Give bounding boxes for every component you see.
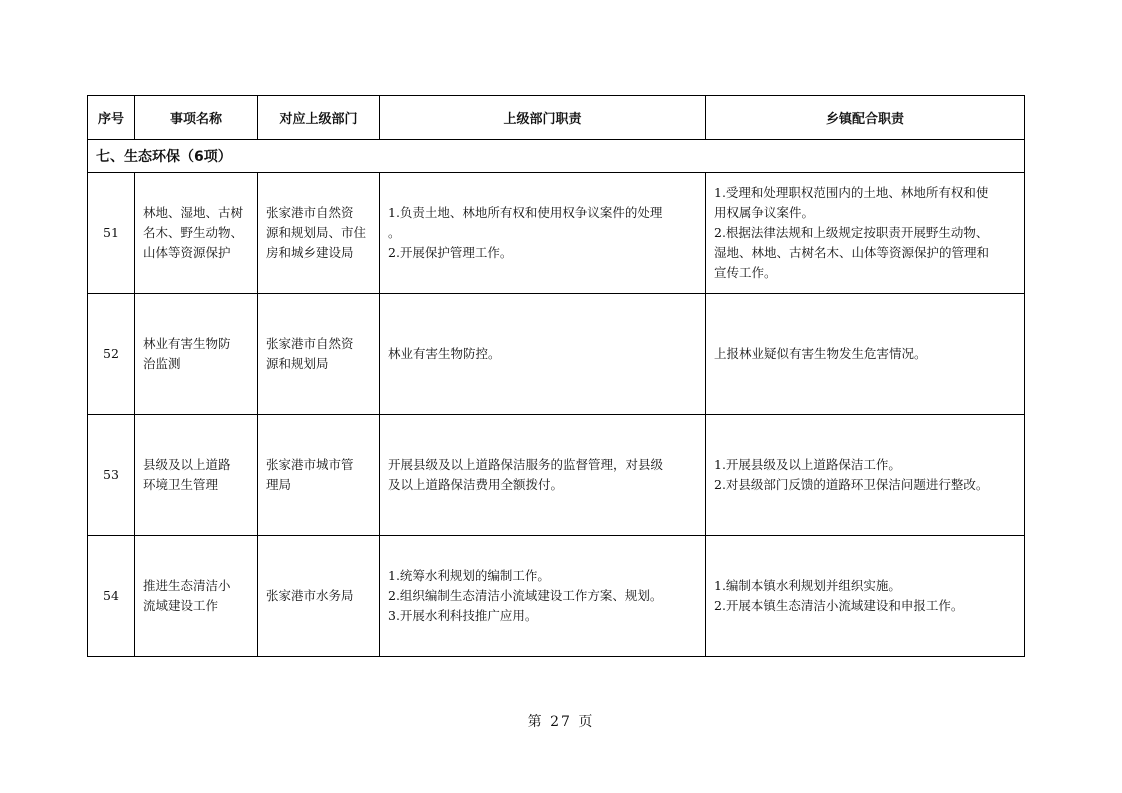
item-name-line: 名木、野生动物、 — [143, 225, 244, 240]
item-name-cell — [135, 415, 258, 536]
upper-duty-line: 林业有害生物防控。 — [388, 346, 501, 361]
town-duty-line: 2.对县级部门反馈的道路环卫保洁问题进行整改。 — [714, 477, 989, 492]
department-cell — [258, 415, 380, 536]
section-title: 七、生态环保（6项） — [88, 140, 1025, 173]
department-line: 源和规划局 — [266, 356, 329, 371]
table-row — [88, 536, 1025, 657]
item-name-cell — [135, 173, 258, 294]
town-duty-line: 宣传工作。 — [714, 265, 777, 280]
town-duty-line: 湿地、林地、古树名木、山体等资源保护的管理和 — [714, 245, 990, 260]
upper-duties-cell — [380, 536, 706, 657]
item-name-line: 县级及以上道路 — [143, 457, 231, 472]
upper-duty-line: 及以上道路保洁费用全额拨付。 — [388, 477, 564, 492]
header-serial-number: 序号 — [88, 96, 135, 140]
town-duties-cell — [706, 294, 1025, 415]
department-cell — [258, 294, 380, 415]
item-name-line: 推进生态清洁小 — [143, 578, 231, 593]
row-number: 53 — [88, 415, 135, 536]
item-name-line: 流域建设工作 — [143, 598, 219, 613]
header-item-name: 事项名称 — [135, 96, 258, 140]
table-row — [88, 294, 1025, 415]
town-duties-cell — [706, 173, 1025, 294]
department-cell — [258, 536, 380, 657]
upper-duties-cell — [380, 294, 706, 415]
row-number: 51 — [88, 173, 135, 294]
upper-duty-line: 开展县级及以上道路保洁服务的监督管理，对县级 — [388, 457, 664, 472]
town-duty-line: 用权属争议案件。 — [714, 205, 815, 220]
department-line: 理局 — [266, 477, 292, 492]
department-cell — [258, 173, 380, 294]
upper-duty-line: 。 — [388, 225, 401, 240]
item-name-line: 山体等资源保护 — [143, 245, 231, 260]
page-number: 第 27 页 — [527, 714, 595, 730]
town-duty-line: 上报林业疑似有害生物发生危害情况。 — [714, 346, 927, 361]
row-number: 54 — [88, 536, 135, 657]
upper-duties-cell — [380, 415, 706, 536]
department-line: 张家港市自然资 — [266, 336, 354, 351]
town-duty-line: 1.开展县级及以上道路保洁工作。 — [714, 457, 901, 472]
item-name-line: 林业有害生物防 — [143, 336, 231, 351]
department-line: 张家港市自然资 — [266, 205, 354, 220]
table-header-row — [88, 96, 1025, 140]
item-name-line: 环境卫生管理 — [143, 477, 219, 492]
duty-table — [87, 95, 1025, 657]
table-row — [88, 415, 1025, 536]
town-duty-line: 2.根据法律法规和上级规定按职责开展野生动物、 — [714, 225, 989, 240]
department-line: 房和城乡建设局 — [266, 245, 354, 260]
department-line: 张家港市水务局 — [266, 588, 354, 603]
section-row — [88, 140, 1025, 173]
header-upper-department: 对应上级部门 — [258, 96, 380, 140]
town-duty-line: 1.受理和处理职权范围内的土地、林地所有权和使 — [714, 185, 989, 200]
department-line: 源和规划局、市住 — [266, 225, 367, 240]
upper-duty-line: 2.开展保护管理工作。 — [388, 245, 513, 260]
item-name-line: 林地、湿地、古树 — [143, 205, 244, 220]
header-town-duties: 乡镇配合职责 — [706, 96, 1025, 140]
town-duty-line: 1.编制本镇水利规划并组织实施。 — [714, 578, 901, 593]
row-number: 52 — [88, 294, 135, 415]
upper-duty-line: 2.组织编制生态清洁小流域建设工作方案、规划。 — [388, 588, 663, 603]
header-upper-duties: 上级部门职责 — [380, 96, 706, 140]
upper-duty-line: 1.负责土地、林地所有权和使用权争议案件的处理 — [388, 205, 663, 220]
town-duties-cell — [706, 415, 1025, 536]
item-name-line: 治监测 — [143, 356, 181, 371]
department-line: 张家港市城市管 — [266, 457, 354, 472]
table-row — [88, 173, 1025, 294]
town-duty-line: 2.开展本镇生态清洁小流域建设和申报工作。 — [714, 598, 964, 613]
item-name-cell — [135, 294, 258, 415]
item-name-cell — [135, 536, 258, 657]
town-duties-cell — [706, 536, 1025, 657]
upper-duties-cell — [380, 173, 706, 294]
upper-duty-line: 1.统筹水利规划的编制工作。 — [388, 568, 550, 583]
upper-duty-line: 3.开展水利科技推广应用。 — [388, 608, 538, 623]
